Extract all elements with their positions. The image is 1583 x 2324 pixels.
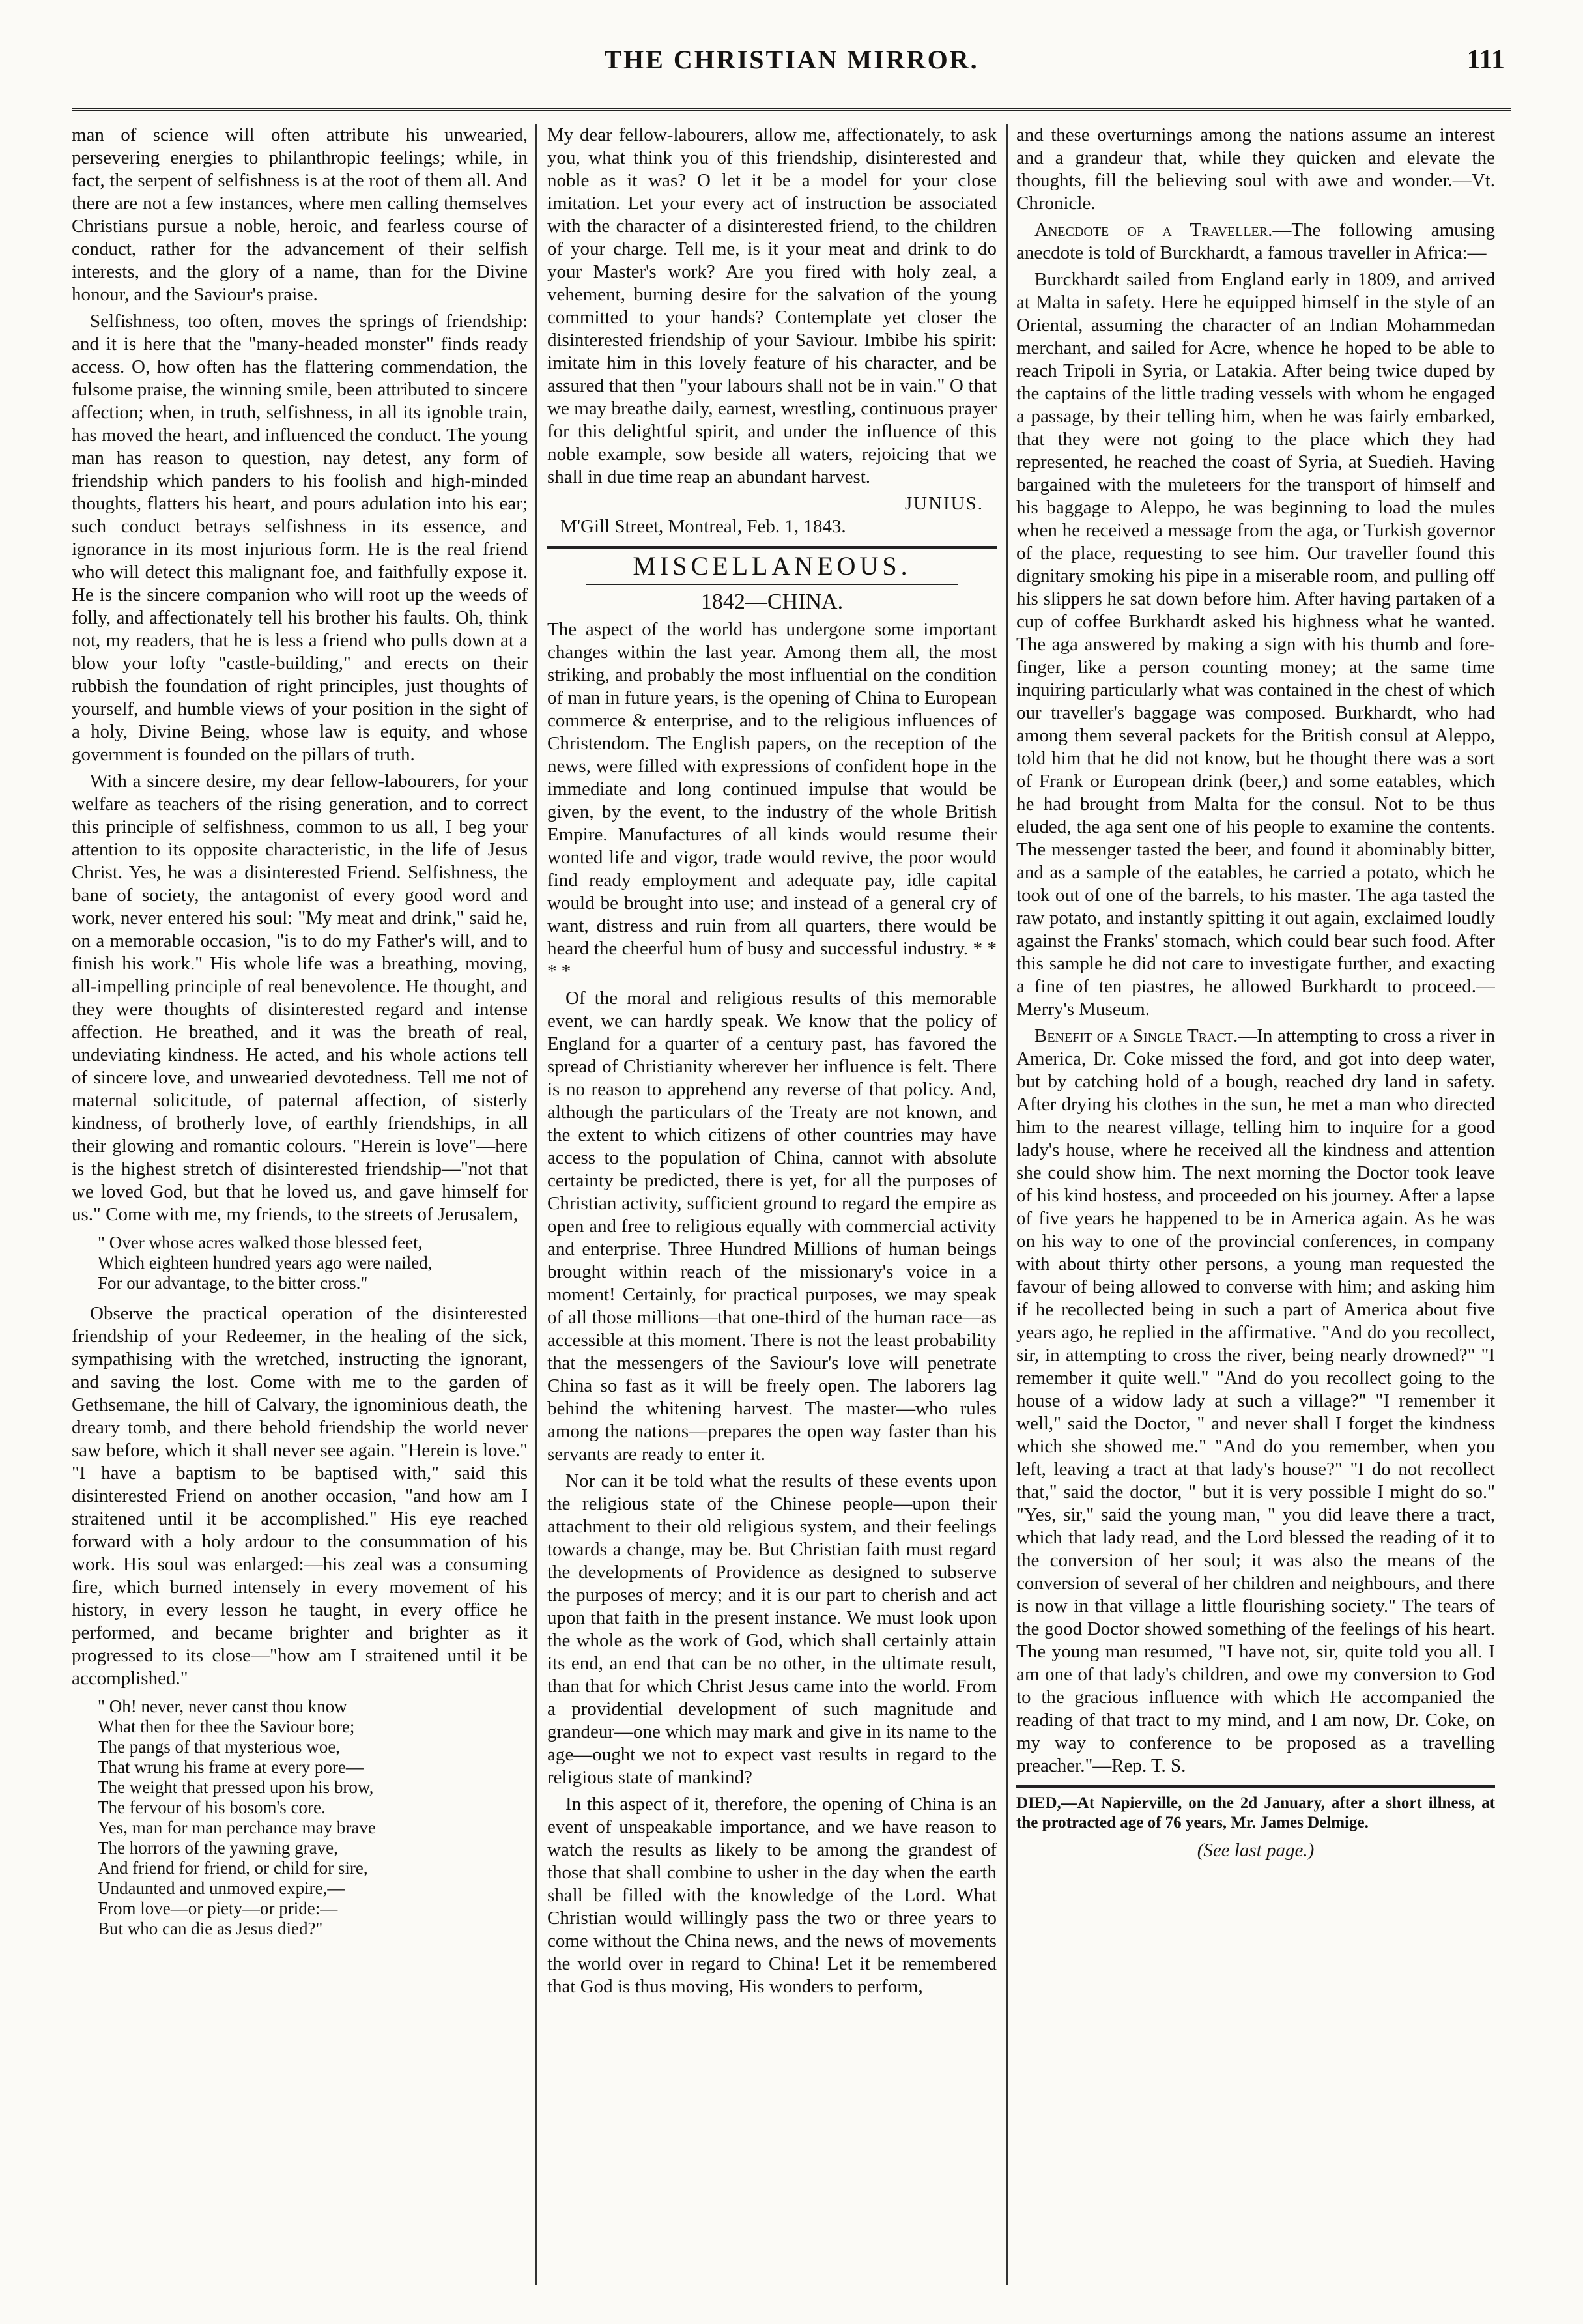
poem-line: The weight that pressed upon his brow, <box>98 1777 374 1797</box>
paragraph-text: —In attempting to cross a river in America, Dr. Coke missed the ford, and got into deep water, but by catching hold of a bough, reached dry land in safety. After drying his clothes in the sun, he met a man who directed him to the nearest village, telling him to inquire for a good lady's house, where he received all the kindness and attention she could show him. The next morning the Doctor took leave of his kind hostess, and proceeded on his journey. After a lapse of five years he happened to be in America again. As he was on his way to one of the provincial conferences, in company with about thirty other persons, a young man requested the favour of being allowed to converse with him; and asking him if he recollected being in such a part of America about five years ago, he replied in the affirmative. "And do you recollect, sir, in attempting to cross the river, being nearly drowned?" "I remember it quite well." "And do you recollect going to the house of a widow lady at such a village?" "I remember it well," said the Doctor, " and never shall I forget the kindness which she showed me." "And do you remember, when you left, leaving a tract at that lady's house?" "I do not recollect that," said the doctor, " but it is very possible I might do so." "Yes, sir," said the young man, " you did leave there a tract, which that lady read, and the Lord blessed the reading of it to the conversion of her soul; it was also the means of the conversion of several of her children and neighbours, and there is now in that village a little flourishing society." The tears of the good Doctor showed something of the feelings of his heart. The young man resumed, "I have not, sir, quite told you all. I am one of that lady's children, and owe my conversion to God to the gracious influence with which He accompanied the reading of that tract to my mind, and I am now, Dr. Coke, on my way to conference to be proposed as a travelling preacher."—Rep. T. S. <box>1016 1026 1495 1776</box>
poem-line: For our advantage, to the bitter cross." <box>98 1273 368 1293</box>
paragraph: and these overturnings among the nations assume an interest and a grandeur that, while they quicken and elevate the thoughts, fill the believing soul with awe and wonder.—Vt. Chronicle. <box>1016 124 1495 214</box>
poem-line: What then for thee the Saviour bore; <box>98 1717 355 1736</box>
paragraph: With a sincere desire, my dear fellow-labourers, for your welfare as teachers of the rising generation, and to correct this principle of selfishness, common to us all, I beg your attention to its opposite characteristic, in the life of Jesus Christ. Yes, he was a disinterested Friend. Selfishness, the bane of society, the antagonist of every good word and work, never entered his soul: "My meat and drink," said he, on a memorable occasion, "is to do my Father's will, and to finish his work." His whole life was a breathing, moving, all-impelling principle of real benevolence. He thought, and they were thoughts of disinterested regard and intense affection. He breathed, and it was the breath of real, undeviating kindness. He acted, and his whole actions tell of sincere love, and unwearied devotedness. Tell me not of maternal solicitude, of paternal affection, of sisterly kindness, of brotherly love, of earthly friendships, in all their glowing and romantic colours. "Herein is love"—here is the highest stretch of disinterested friendship—"not that we loved God, but that he loved us, and gave himself for us." Come with me, my friends, to the streets of Jerusalem, <box>72 771 528 1225</box>
poem-quote <box>98 1697 528 1939</box>
page-header <box>78 39 1505 98</box>
section-title: MISCELLANEOUS. <box>633 551 911 581</box>
paragraph: The aspect of the world has undergone some important changes within the last year. Among them all, the most striking, and probably the most influential on the condition of man in future years, is the opening of China to European commerce & enterprise, and to the religious influences of Christendom. The English papers, on the reception of the news, were filled with expressions of confident hope in the immediate and long continued impulse that would be given, by the event, to the industry of the whole British Empire. Manufactures of all kinds would resume their wonted life and vigor, trade would revive, the poor would find ready employment and adequate pay, idle capital would be brought into use; and instead of a general cry of want, distress and ruin from all quarters, there would be heard the cheerful hum of busy and successful industry. * * * * <box>547 619 997 982</box>
paragraph <box>1016 219 1495 265</box>
paragraph: Burckhardt sailed from England early in 1809, and arrived at Malta in safety. Here he equipped himself in the style of an Oriental, assuming the character of an Indian Mohammedan merchant, and sailed for Acre, whence he hoped to be able to reach Tripoli in Syria, or Latakia. After being twice duped by the captains of the little trading vessels with whom he engaged a passage, by their telling him, when he was fairly embarked, that they were not going to the place which they had represented, he reached the coast of Syria, at Suedieh. Having bargained with the muleteers for the transport of himself and his baggage to Aleppo, he was beginning to load the mules when he received a message from the aga, or Turkish governor of the place, requesting to see him. Our traveller found this dignitary smoking his pipe in a miserable room, and pulling off his slippers he sat down before him. After having partaken of a cup of coffee Burkhardt asked his highness what he wanted. The aga answered by making a sign with his thumb and fore-finger, like a person counting money; at the same time inquiring particularly what was contained in the chest of which our traveller's baggage was composed. Burkhardt, who had among them several packets for the British consul at Aleppo, told him that he did not know, but he thought there was a sort of Frank or European drink (beer,) and some eatables, which he had brought from Malta for the consul. Not to be thus eluded, the aga sent one of his people to examine the contents. The messenger tasted the beer, and found it abominably bitter, and as a sample of the eatables, he carried a potato, which he took out of one of the barrels, to his master. The aga tasted the raw potato, and instantly spitting it out again, exclaimed loudly against the Franks' stomach, which could bear such food. After this sample he did not care to investigate further, and exacting a fine of ten piastres, he allowed Burkhardt to proceed.—Merry's Museum. <box>1016 269 1495 1020</box>
section-rule <box>547 546 997 549</box>
poem-quote <box>98 1233 528 1293</box>
dateline: M'Gill Street, Montreal, Feb. 1, 1843. <box>560 516 846 537</box>
title-rule <box>586 584 958 585</box>
poem-line: " Oh! never, never canst thou know <box>98 1697 347 1716</box>
paragraph: Observe the practical operation of the disinterested friendship of your Redeemer, in the healing of the sick, sympathising with the wretched, instructing the ignorant, and saving the lost. Come with me to the garden of Gethsemane, the hill of Calvary, the ignominious death, the dreary tomb, and there behold friendship the world never saw before, which it shall never see again. "Herein is love." "I have a baptism to be baptised with," said this disinterested Friend on another occasion, "and how am I straitened until it be accomplished." His eye reached forward with a holy ardour to the consummation of his work. His soul was enlarged:—his zeal was a consuming fire, which burned intensely in every movement of his history, in every lesson he taught, in every office he performed, and became brighter and brighter as it progressed to its close—"how am I straitened until it be accomplished." <box>72 1303 528 1689</box>
paragraph <box>1016 1025 1495 1777</box>
page-number: 111 <box>1466 45 1505 75</box>
poem-line: Which eighteen hundred years ago were nailed, <box>98 1253 433 1272</box>
signature: JUNIUS. <box>904 493 984 514</box>
column-3 <box>1016 124 1495 2298</box>
poem-line: But who can die as Jesus died?" <box>98 1919 323 1938</box>
header-rule <box>72 108 1511 111</box>
paragraph: Nor can it be told what the results of these events upon the religious state of the Chinese people—upon their attachment to their old religious system, and their feelings towards a change, may be. But Christian faith must regard the developments of Providence as designed to subserve the purposes of mercy; and it is our part to cherish and act upon that faith in the present instance. We must look upon the whole as the work of God, which shall certainly attain its end, an end that can be no other, in the ultimate result, than that for which Christ Jesus came into the world. From a providential development of such magnitude and grandeur—one which may mark and give in its name to the age—ought we not to expect vast results in regard to the religious state of mankind? <box>547 1470 997 1788</box>
paragraph: Selfishness, too often, moves the springs of friendship: and it is here that the "many-headed monster" finds ready access. O, how often has the flattering commendation, the fulsome praise, the winning smile, been attributed to sincere affection; when, in truth, selfishness, in all its ignoble train, has moved the heart, and influenced the conduct. The young man has reason to question, nay detest, any form of friendship which panders to his foolish and high-minded thoughts, flatters his heart, and pours adulation into his ear; such conduct betrays selfishness in its essence, and ignorance in its most injurious form. He is the real friend who will detect this malignant foe, and faithfully expose it. He is the sincere companion who will root up the weeds of folly, and affectionately tell his brother his faults. Oh, think not, my readers, that he is less a friend who pulls down at a blow your lofty "castle-building," and erects on their rubbish the foundation of right principles, just thoughts of yourself, and humble views of your position in the sight of a holy, Divine Being, whose law is equity, and whose government is founded on the pillars of truth. <box>72 311 528 765</box>
poem-line: From love—or piety—or pride:— <box>98 1899 338 1918</box>
paragraph: Of the moral and religious results of this memorable event, we can hardly speak. We know that the policy of England for a quarter of a century past, has favored the spread of Christianity wherever her influence is felt. There is no reason to apprehend any reverse of that policy. And, although the particulars of the Treaty are not known, and the extent to which citizens of other countries may have access to the population of China, cannot with absolute certainty be predicted, there is yet, for all the purposes of Christian activity, sufficient ground to regard the empire as open and free to religious equally with commercial activity and enterprise. Three Hundred Millions of human beings brought within reach of the missionary's voice in a moment! Certainly, for practical purposes, we may speak of all those millions—that one-third of the human race—as accessible at this moment. There is not the least probability that the messengers of the Saviour's love will penetrate China so fast as it will be freely open. The laborers lag behind the whitening harvest. The master—who rules among the nations—prepares the open way faster than his servants are ready to enter it. <box>547 988 997 1465</box>
death-notice: DIED,—At Napierville, on the 2d January, after a short illness, at the protracted age of 76 years, Mr. James Delmige. <box>1016 1794 1495 1831</box>
poem-line: The pangs of that mysterious woe, <box>98 1737 340 1757</box>
anecdote-heading: Anecdote of a Traveller. <box>1034 220 1273 240</box>
column-2 <box>547 124 997 2298</box>
paragraph-text: —The following amusing anecdote is told of Burckhardt, a famous traveller in Africa:— <box>1016 220 1495 263</box>
column-divider <box>535 124 537 2285</box>
column-divider <box>1006 124 1008 2285</box>
poem-line: The horrors of the yawning grave, <box>98 1838 338 1858</box>
poem-line: And friend for friend, or child for sire, <box>98 1858 368 1878</box>
see-last-page-note: (See last page.) <box>1197 1840 1315 1861</box>
poem-line: The fervour of his bosom's core. <box>98 1798 326 1817</box>
paragraph: My dear fellow-labourers, allow me, affectionately, to ask you, what think you of this friendship, disinterested and noble as it was? O let it be a model for your close imitation. Let your every act of instruction be associated with the character of a disinterested friend, to the children of your charge. Tell me, is it your meat and drink to do your Master's work? Are you fired with holy zeal, a vehement, burning desire for the salvation of the young committed to your hands? Contemplate yet closer the disinterested friendship of your Saviour. Imbibe his spirit: imitate him in this lovely feature of his character, and be assured that then "your labours shall not be in vain." O that we may breathe daily, earnest, wrestling, continuous prayer for this delightful spirit, and under the influence of this noble example, sow beside all waters, rejoicing that we shall in due time reap an abundant harvest. <box>547 124 997 487</box>
poem-line: That wrung his frame at every pore— <box>98 1757 364 1777</box>
poem-line: Undaunted and unmoved expire,— <box>98 1878 345 1898</box>
benefit-heading: Benefit of a Single Tract. <box>1034 1026 1238 1046</box>
paragraph: man of science will often attribute his unwearied, persevering energies to philanthropic feelings; while, in fact, the serpent of selfishness is at the root of them all. And there are not a few instances, where men calling themselves Christians pursue a noble, heroic, and fearless course of conduct, rather for the advancement of their selfish interests, and the glory of a name, than for the Divine honour, and the Saviour's praise. <box>72 124 528 305</box>
notice-rule <box>1016 1785 1495 1788</box>
article-title: 1842—CHINA. <box>700 590 844 614</box>
column-1 <box>72 124 528 2298</box>
paragraph: In this aspect of it, therefore, the opening of China is an event of unspeakable importance, and we have reason to watch the results as likely to be among the grandest of those that shall combine to usher in the day when the earth shall be filled with the knowledge of the Lord. What Christian would willingly pass the two or three years to come without the China news, and the news of movements the world over in regard to China! Let it be remembered that God is thus moving, His wonders to perform, <box>547 1794 997 1997</box>
masthead: THE CHRISTIAN MIRROR. <box>604 45 979 74</box>
poem-line: Yes, man for man perchance may brave <box>98 1818 376 1837</box>
poem-line: " Over whose acres walked those blessed feet, <box>98 1233 423 1252</box>
